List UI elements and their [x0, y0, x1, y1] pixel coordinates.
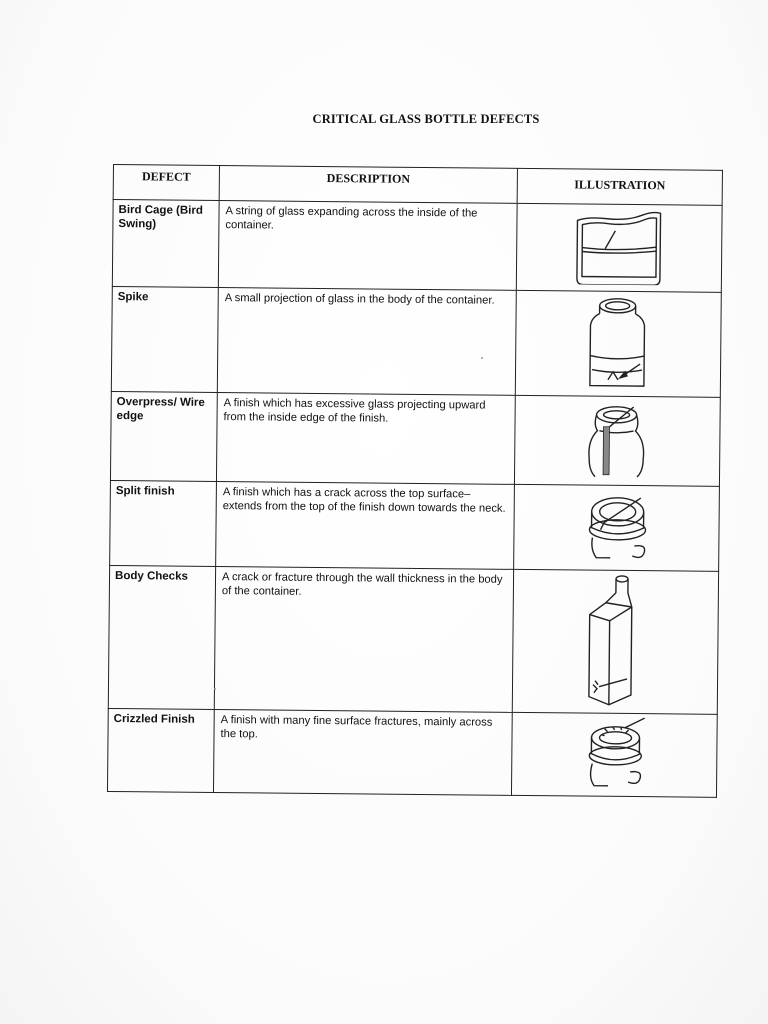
defect-description: A small projection of glass in the body of the container. — [217, 288, 516, 396]
defect-description: A finish with many fine surface fractures, mainly across the top. — [213, 709, 512, 795]
defect-description: A finish which has excessive glass projecting upward from the inside edge of the finish. — [216, 393, 515, 485]
defect-name: Crizzled Finish — [107, 708, 214, 792]
body-checks-bottle-illustration — [513, 570, 719, 708]
illustration-cell — [514, 395, 720, 486]
document-title: CRITICAL GLASS BOTTLE DEFECTS — [312, 112, 540, 126]
illustration-cell — [515, 290, 721, 397]
split-finish-illustration — [514, 485, 720, 565]
table-row — [108, 565, 718, 714]
header-description: DESCRIPTION — [219, 166, 517, 204]
bird-cage-bottle-illustration — [517, 204, 723, 286]
illustration-cell — [514, 484, 720, 571]
defect-name: Body Checks — [108, 565, 215, 709]
table-row — [107, 708, 717, 797]
defect-name: Split finish — [110, 480, 217, 566]
header-illustration: ILLUSTRATION — [517, 168, 722, 205]
defects-table — [107, 164, 723, 798]
defect-name: Overpress/ Wire edge — [110, 391, 217, 481]
spike-bottle-illustration — [516, 291, 722, 391]
overpress-finish-illustration — [515, 396, 721, 480]
defects-table-container — [107, 164, 727, 788]
defect-name: Spike — [111, 286, 218, 392]
illustration-cell — [512, 569, 718, 714]
table-row — [110, 480, 720, 571]
scan-speck — [214, 688, 216, 690]
table-row — [112, 200, 722, 293]
defect-description: A string of glass expanding across the inside of the container. — [218, 201, 517, 291]
table-row — [110, 391, 720, 486]
defect-description: A finish which has a crack across the top surface– extends from the top of the finish down towards the neck. — [216, 482, 515, 570]
crizzled-finish-illustration — [512, 713, 718, 791]
illustration-cell — [511, 712, 717, 797]
defect-name: Bird Cage (Bird Swing) — [112, 200, 219, 288]
table-header-row — [113, 165, 722, 206]
illustration-cell — [516, 203, 722, 292]
defect-description: A crack or fracture through the wall thickness in the body of the container. — [214, 567, 513, 713]
scan-speck — [481, 357, 483, 359]
table-row — [111, 286, 721, 397]
header-defect: DEFECT — [113, 165, 219, 201]
